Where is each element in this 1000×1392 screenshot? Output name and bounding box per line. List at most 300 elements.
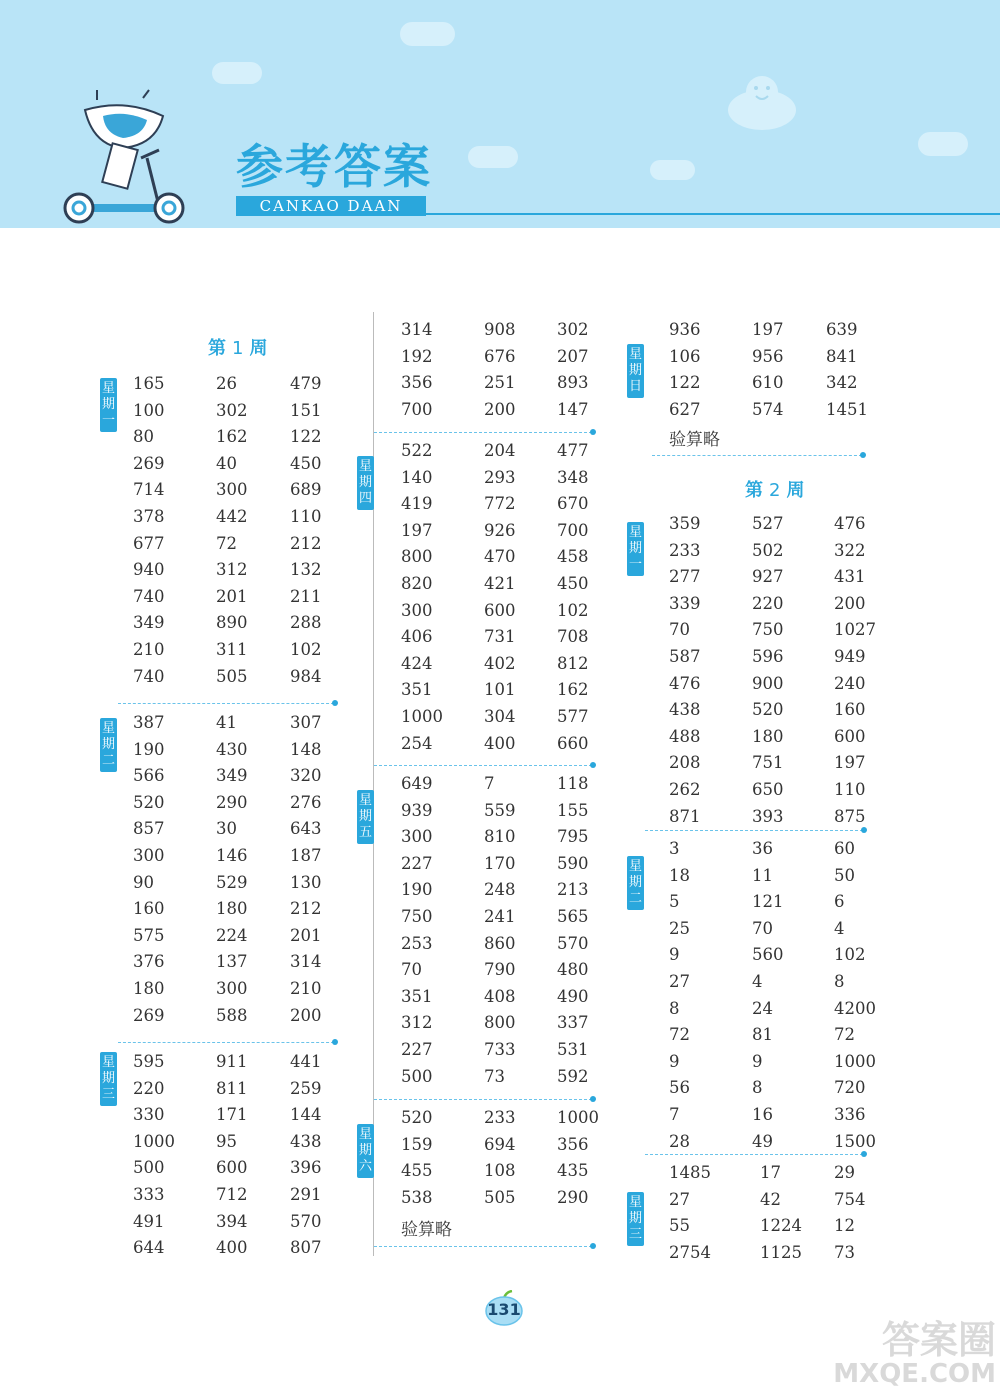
answer-value: 197	[834, 753, 866, 773]
answer-value: 122	[290, 427, 322, 447]
tab-saturday: 星期六	[357, 1124, 374, 1178]
answer-value: 102	[290, 640, 322, 659]
tab-friday: 星期五	[357, 790, 374, 844]
header-rule	[426, 213, 1000, 215]
answer-value: 72	[216, 533, 237, 553]
answer-value: 660	[557, 733, 589, 753]
answer-value: 162	[557, 680, 589, 700]
answer-value: 627	[669, 399, 701, 419]
answer-value: 500	[133, 1158, 165, 1178]
answer-value: 400	[216, 1238, 248, 1258]
tab-tuesday: 星期二	[100, 718, 117, 772]
answer-value: 812	[557, 653, 589, 673]
answer-value: 162	[216, 427, 248, 447]
answer-value: 207	[557, 346, 589, 366]
answer-value: 811	[216, 1078, 248, 1098]
answer-value: 180	[133, 979, 165, 998]
answer-value: 740	[133, 666, 165, 686]
answer-value: 570	[290, 1211, 322, 1231]
answer-value: 470	[484, 547, 516, 567]
answer-value: 356	[401, 373, 433, 393]
answer-value: 320	[290, 766, 322, 786]
answer-value: 100	[133, 400, 165, 420]
answer-value: 300	[133, 846, 165, 865]
answer-value: 441	[290, 1052, 322, 1071]
answer-value: 293	[484, 467, 516, 487]
answer-value: 720	[834, 1078, 866, 1098]
answer-value: 314	[290, 952, 322, 972]
answer-value: 291	[290, 1185, 322, 1204]
answer-value: 520	[401, 1108, 433, 1127]
answer-value: 610	[752, 373, 784, 393]
answer-value: 73	[484, 1066, 505, 1086]
section-divider	[118, 703, 334, 704]
tab-thursday: 星期四	[357, 456, 374, 510]
answer-value: 490	[557, 986, 589, 1006]
answer-value: 333	[133, 1185, 165, 1204]
answer-value: 1224	[760, 1216, 802, 1236]
answer-value: 800	[401, 547, 433, 567]
answer-value: 132	[290, 560, 322, 580]
answer-value: 16	[752, 1105, 773, 1124]
answer-value: 300	[216, 979, 248, 998]
robot-scooter-icon	[55, 88, 195, 228]
answer-value: 171	[216, 1105, 248, 1125]
answer-value: 210	[133, 640, 165, 659]
answer-value: 502	[752, 540, 784, 560]
answer-value: 108	[484, 1161, 516, 1181]
answer-value: 130	[290, 872, 322, 892]
answer-value: 790	[484, 960, 516, 980]
answer-value: 240	[834, 673, 866, 693]
answer-value: 147	[557, 399, 589, 419]
answer-value: 900	[752, 673, 784, 693]
answer-value: 304	[484, 707, 516, 726]
answer-value: 750	[401, 907, 433, 926]
answer-value: 81	[752, 1025, 773, 1045]
answer-value: 18	[669, 865, 690, 885]
answer-value: 12	[834, 1216, 855, 1236]
answer-value: 639	[826, 320, 858, 339]
answer-value: 488	[669, 726, 701, 746]
answer-value: 431	[834, 567, 866, 587]
answer-value: 277	[669, 567, 701, 587]
answer-value: 339	[669, 593, 701, 613]
answer-value: 956	[752, 346, 784, 366]
answer-value: 476	[834, 514, 866, 533]
answer-value: 2754	[669, 1242, 711, 1262]
answer-value: 378	[133, 507, 165, 526]
answer-value: 208	[669, 753, 701, 773]
answer-value: 49	[752, 1131, 773, 1151]
answer-value: 118	[557, 774, 589, 793]
section-divider	[374, 765, 592, 766]
answer-value: 505	[484, 1187, 516, 1207]
watermark-line2: MXQE.COM	[833, 1359, 996, 1389]
answer-value: 190	[133, 739, 165, 759]
answer-value: 984	[290, 666, 322, 686]
answer-value: 649	[401, 774, 433, 793]
answer-value: 455	[401, 1161, 433, 1181]
answer-value: 70	[752, 918, 773, 938]
answer-value: 911	[216, 1052, 248, 1071]
answer-value: 80	[133, 427, 154, 447]
watermark	[833, 1320, 996, 1388]
answer-value: 302	[557, 320, 589, 339]
answer-value: 348	[557, 467, 589, 487]
answer-value: 165	[133, 374, 165, 393]
cloud-decoration	[650, 160, 695, 180]
week-suffix: 周	[786, 480, 805, 501]
answer-value: 795	[557, 827, 589, 847]
answer-value: 342	[826, 373, 858, 393]
answer-value: 559	[484, 800, 516, 820]
answer-value: 565	[557, 907, 589, 926]
section-divider	[374, 432, 592, 433]
answer-value: 197	[752, 320, 784, 339]
answer-value: 421	[484, 574, 516, 593]
answer-value: 90	[133, 872, 154, 892]
answer-value: 159	[401, 1134, 433, 1154]
answer-value: 419	[401, 494, 433, 514]
answer-value: 269	[133, 1005, 165, 1025]
answer-value: 1000	[133, 1131, 175, 1151]
answer-value: 40	[216, 453, 237, 473]
answer-value: 300	[216, 480, 248, 500]
answer-value: 1451	[826, 399, 868, 419]
answer-value: 875	[834, 806, 866, 826]
answer-value: 871	[669, 806, 701, 826]
answer-value: 73	[834, 1242, 855, 1262]
answer-value: 491	[133, 1211, 165, 1231]
answer-value: 1027	[834, 620, 876, 640]
answer-value: 949	[834, 647, 866, 666]
answer-value: 137	[216, 952, 248, 972]
answer-value: 754	[834, 1189, 866, 1209]
week-number: 2	[769, 480, 781, 501]
answer-value: 146	[216, 846, 248, 865]
answer-value: 211	[290, 586, 322, 606]
answer-value: 262	[669, 780, 701, 799]
answer-value: 140	[401, 467, 433, 487]
answer-value: 939	[401, 800, 433, 820]
watermark-line1: 答案圈	[881, 1318, 996, 1362]
answer-value: 351	[401, 680, 433, 700]
answer-value: 220	[133, 1078, 165, 1098]
answer-value: 187	[290, 846, 322, 865]
answer-value: 144	[290, 1105, 322, 1125]
column-divider	[373, 312, 374, 1256]
answer-value: 592	[557, 1066, 589, 1086]
answer-value: 106	[669, 346, 701, 366]
answer-value: 406	[401, 627, 433, 647]
answer-value: 72	[834, 1025, 855, 1045]
answer-value: 676	[484, 346, 516, 366]
answer-value: 712	[216, 1185, 248, 1204]
answer-value: 442	[216, 507, 248, 526]
answer-value: 7	[484, 774, 495, 793]
answer-value: 529	[216, 872, 248, 892]
answer-value: 531	[557, 1040, 589, 1059]
answer-value: 650	[752, 780, 784, 799]
tab-week2-tuesday: 星期二	[627, 856, 644, 910]
tab-sunday: 星期日	[627, 344, 644, 398]
tab-monday: 星期一	[100, 378, 117, 432]
answer-value: 330	[133, 1105, 165, 1125]
answer-value: 820	[401, 574, 433, 593]
answer-value: 220	[752, 593, 784, 613]
answer-value: 438	[290, 1131, 322, 1151]
answer-value: 251	[484, 373, 516, 393]
answer-value: 212	[290, 899, 322, 919]
answer-value: 160	[133, 899, 165, 919]
answer-value: 560	[752, 945, 784, 965]
answer-value: 42	[760, 1189, 781, 1209]
cloud-decoration	[918, 132, 968, 156]
answer-value: 26	[216, 374, 237, 393]
answer-value: 56	[669, 1078, 690, 1098]
answer-value: 587	[669, 647, 701, 666]
answer-value: 110	[290, 507, 322, 526]
answer-value: 210	[290, 979, 322, 998]
answer-value: 233	[484, 1108, 516, 1127]
answer-value: 180	[216, 899, 248, 919]
answer-value: 394	[216, 1211, 248, 1231]
answer-value: 204	[484, 441, 516, 460]
answer-value: 1125	[760, 1242, 802, 1262]
answer-value: 9	[669, 945, 680, 965]
answer-value: 458	[557, 547, 589, 567]
answer-value: 302	[216, 400, 248, 420]
smiling-cloud-icon	[720, 68, 805, 136]
answer-value: 810	[484, 827, 516, 847]
answer-value: 148	[290, 739, 322, 759]
answer-value: 689	[290, 480, 322, 500]
answer-value: 27	[669, 1189, 690, 1209]
answer-value: 936	[669, 320, 701, 339]
answer-value: 351	[401, 986, 433, 1006]
answer-value: 36	[752, 839, 773, 858]
answer-value: 400	[484, 733, 516, 753]
answer-value: 233	[669, 540, 701, 560]
answer-value: 643	[290, 819, 322, 839]
answer-value: 224	[216, 925, 248, 945]
answer-value: 102	[557, 600, 589, 620]
answer-value: 402	[484, 653, 516, 673]
answer-value: 101	[484, 680, 516, 700]
answer-value: 95	[216, 1131, 237, 1151]
answer-value: 600	[834, 726, 866, 746]
answer-value: 908	[484, 320, 516, 339]
answer-value: 408	[484, 986, 516, 1006]
week-prefix: 第	[208, 338, 226, 359]
answer-value: 190	[401, 880, 433, 900]
answer-value: 307	[290, 713, 322, 732]
answer-value: 396	[290, 1158, 322, 1178]
answer-value: 259	[290, 1078, 322, 1098]
answer-value: 337	[557, 1013, 589, 1033]
answer-value: 29	[834, 1163, 855, 1182]
answer-value: 424	[401, 653, 433, 673]
answer-value: 4	[834, 918, 845, 938]
answer-value: 4	[752, 972, 763, 991]
answer-value: 17	[760, 1163, 781, 1182]
answer-value: 772	[484, 494, 516, 514]
answer-value: 60	[834, 839, 855, 858]
answer-value: 269	[133, 453, 165, 473]
answer-value: 570	[557, 933, 589, 953]
answer-value: 7	[669, 1105, 680, 1124]
verify-note: 验算略	[401, 1220, 452, 1240]
answer-value: 72	[669, 1025, 690, 1045]
answer-value: 300	[401, 600, 433, 620]
answer-value: 227	[401, 1040, 433, 1059]
answer-value: 893	[557, 373, 589, 393]
answer-value: 575	[133, 925, 165, 945]
answer-value: 160	[834, 700, 866, 720]
answer-value: 312	[401, 1013, 433, 1033]
answer-value: 122	[669, 373, 701, 393]
answer-value: 527	[752, 514, 784, 533]
answer-value: 254	[401, 733, 433, 753]
answer-value: 574	[752, 399, 784, 419]
section-divider	[645, 830, 863, 831]
week-1-heading	[208, 334, 267, 360]
answer-value: 700	[557, 520, 589, 540]
answer-value: 70	[669, 620, 690, 640]
answer-value: 312	[216, 560, 248, 580]
answer-value: 300	[401, 827, 433, 847]
answer-value: 201	[216, 586, 248, 606]
answer-value: 110	[834, 780, 866, 799]
tab-week2-monday: 星期一	[627, 522, 644, 576]
answer-value: 213	[557, 880, 589, 900]
week-suffix: 周	[249, 338, 268, 359]
verify-note: 验算略	[669, 430, 720, 450]
answer-value: 248	[484, 880, 516, 900]
answer-value: 450	[290, 453, 322, 473]
answer-value: 349	[133, 613, 165, 633]
answer-value: 376	[133, 952, 165, 972]
answer-value: 9	[752, 1051, 763, 1071]
answer-value: 841	[826, 346, 858, 366]
answer-value: 596	[752, 647, 784, 666]
answer-value: 694	[484, 1134, 516, 1154]
answer-value: 8	[669, 998, 680, 1018]
answer-value: 314	[401, 320, 433, 339]
answer-value: 1000	[557, 1108, 599, 1127]
week-2-heading	[745, 476, 804, 502]
answer-value: 670	[557, 494, 589, 514]
answer-value: 180	[752, 726, 784, 746]
answer-value: 311	[216, 640, 248, 659]
answer-value: 750	[752, 620, 784, 640]
answer-value: 70	[401, 960, 422, 980]
answer-value: 600	[216, 1158, 248, 1178]
answer-value: 3	[669, 839, 680, 858]
answer-value: 359	[669, 514, 701, 533]
answer-value: 212	[290, 533, 322, 553]
answer-value: 435	[557, 1161, 589, 1181]
answer-value: 322	[834, 540, 866, 560]
answer-value: 28	[669, 1131, 690, 1151]
answer-value: 201	[290, 925, 322, 945]
header-banner	[0, 0, 1000, 228]
answer-value: 356	[557, 1134, 589, 1154]
answer-value: 677	[133, 533, 165, 553]
answer-value: 102	[834, 945, 866, 965]
answer-value: 1000	[401, 707, 443, 726]
page-number: 131	[487, 1300, 521, 1319]
answer-value: 8	[752, 1078, 763, 1098]
answer-value: 50	[834, 865, 855, 885]
answer-value: 288	[290, 613, 322, 633]
tab-wednesday: 星期三	[100, 1052, 117, 1106]
answer-value: 438	[669, 700, 701, 720]
answer-value: 800	[484, 1013, 516, 1033]
page-title: 参考答案	[236, 140, 432, 195]
answer-value: 566	[133, 766, 165, 786]
answer-value: 4200	[834, 998, 876, 1018]
answer-value: 577	[557, 707, 589, 726]
answer-value: 9	[669, 1051, 680, 1071]
answer-value: 1485	[669, 1163, 711, 1182]
answer-value: 588	[216, 1005, 248, 1025]
answer-value: 55	[669, 1216, 690, 1236]
answer-value: 200	[484, 399, 516, 419]
answer-value: 700	[401, 399, 433, 419]
answer-value: 227	[401, 853, 433, 873]
answer-value: 430	[216, 739, 248, 759]
answer-value: 6	[834, 892, 845, 912]
answer-value: 200	[290, 1005, 322, 1025]
answer-value: 476	[669, 673, 701, 693]
answer-value: 290	[557, 1187, 589, 1207]
answer-value: 24	[752, 998, 773, 1018]
answer-value: 714	[133, 480, 165, 500]
section-divider	[652, 455, 862, 456]
answer-value: 41	[216, 713, 237, 732]
tab-week2-wednesday: 星期三	[627, 1192, 644, 1246]
answer-value: 644	[133, 1238, 165, 1258]
answer-value: 807	[290, 1238, 322, 1258]
answer-value: 336	[834, 1105, 866, 1124]
answer-value: 192	[401, 346, 433, 366]
answer-value: 940	[133, 560, 165, 580]
section-divider	[374, 1246, 592, 1247]
answer-value: 740	[133, 586, 165, 606]
answer-value: 387	[133, 713, 165, 732]
week-number: 1	[232, 338, 244, 359]
answer-value: 751	[752, 753, 784, 773]
answer-value: 477	[557, 441, 589, 460]
answer-value: 890	[216, 613, 248, 633]
answer-value: 450	[557, 574, 589, 593]
cloud-decoration	[212, 62, 262, 84]
answer-value: 1000	[834, 1051, 876, 1071]
answer-value: 155	[557, 800, 589, 820]
answer-value: 479	[290, 374, 322, 393]
answer-value: 522	[401, 441, 433, 460]
answer-value: 480	[557, 960, 589, 980]
answer-value: 733	[484, 1040, 516, 1059]
answer-value: 290	[216, 792, 248, 812]
week-prefix: 第	[745, 480, 763, 501]
answer-value: 505	[216, 666, 248, 686]
cloud-decoration	[468, 146, 518, 168]
answer-value: 349	[216, 766, 248, 786]
answer-value: 731	[484, 627, 516, 647]
